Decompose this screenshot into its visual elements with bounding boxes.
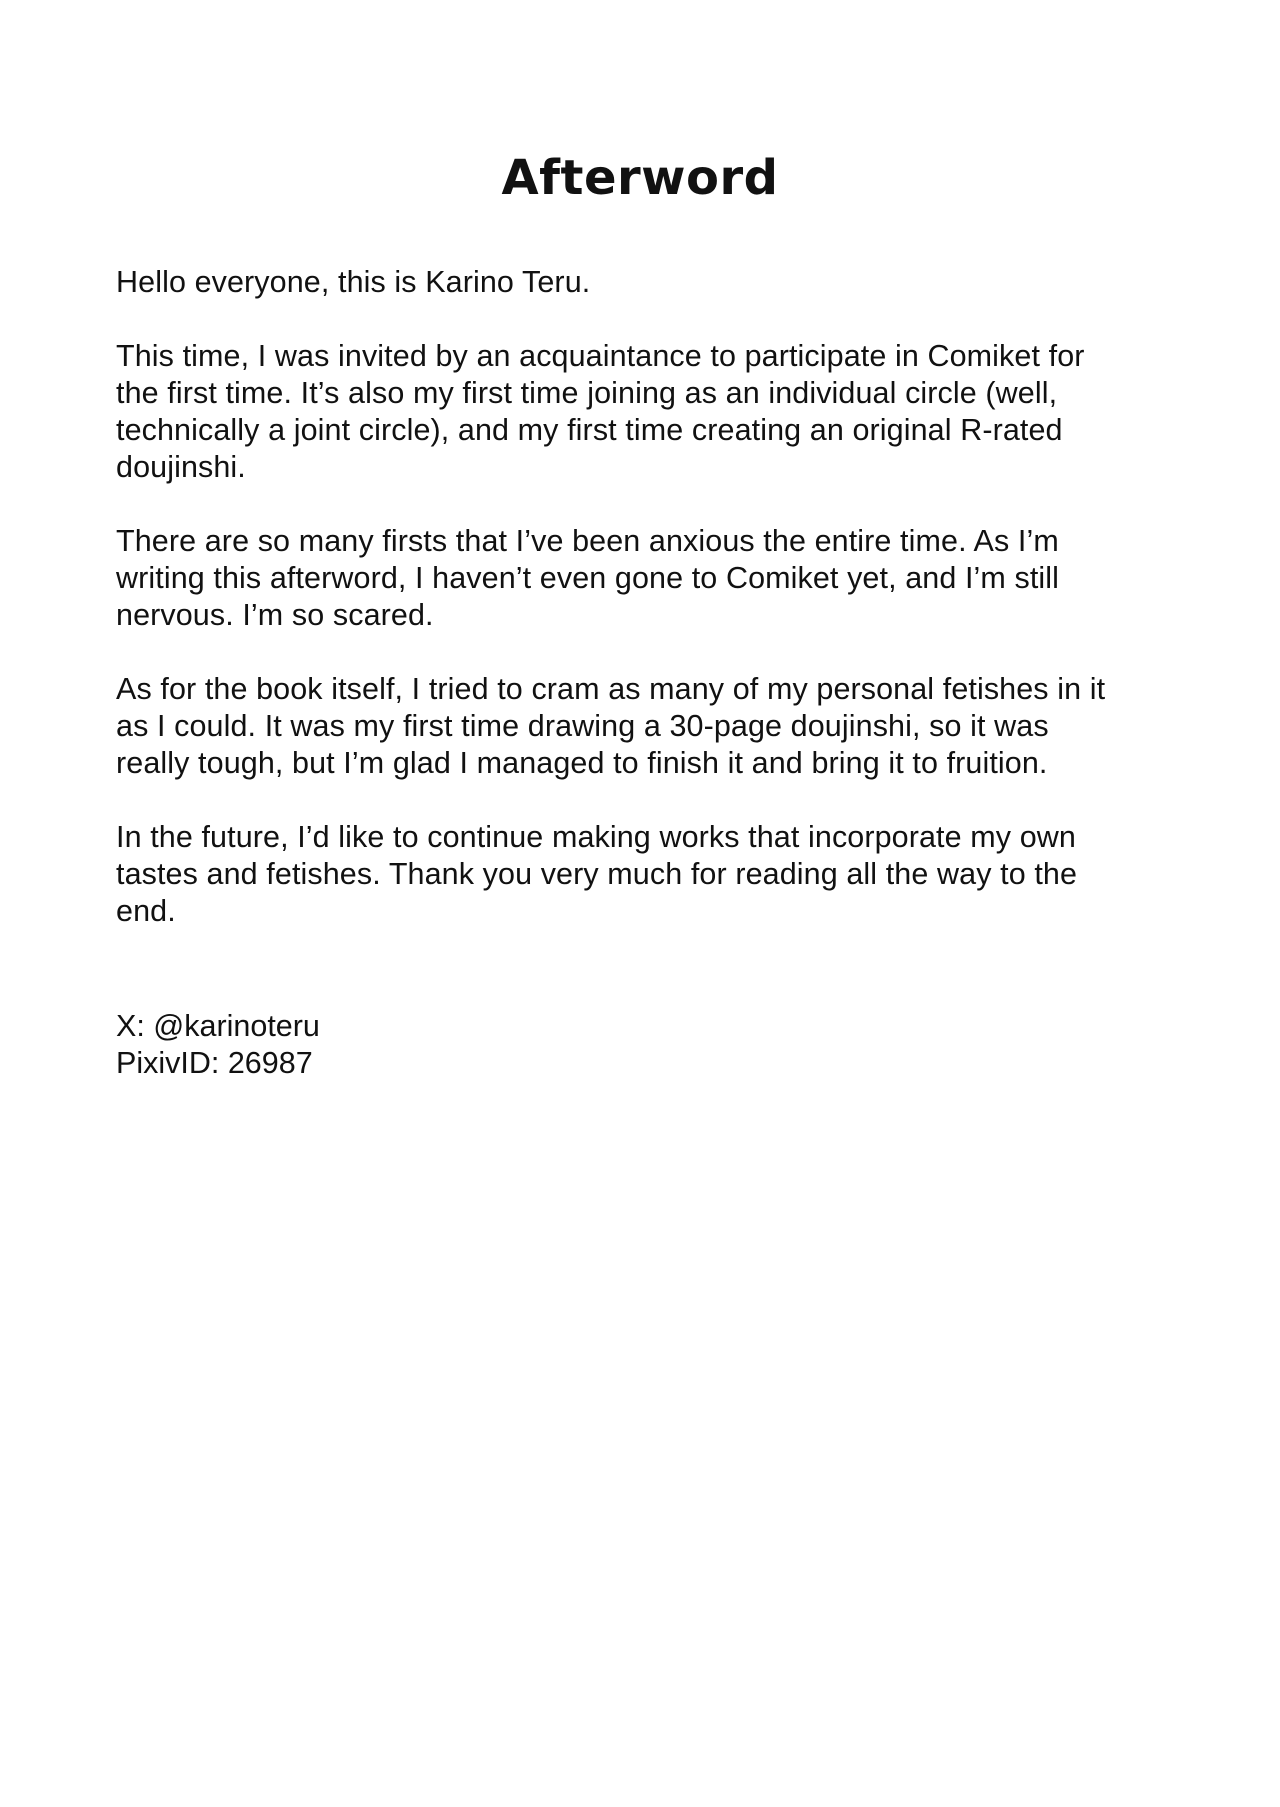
paragraph-future (116, 819, 1176, 930)
pixiv-id: PixivID: 26987 (116, 1046, 313, 1080)
paragraph-line: nervous. I’m so scared. (116, 598, 434, 632)
paragraph-line: In the future, I’d like to continue making works that incorporate my own (116, 820, 1076, 854)
afterword-body (116, 264, 1176, 967)
paragraph-greeting (116, 264, 1176, 301)
paragraph-line: end. (116, 894, 176, 928)
paragraph-line: the first time. It’s also my first time joining as an individual circle (well, (116, 376, 1058, 410)
paragraph-anxiety (116, 523, 1176, 634)
paragraph-book (116, 671, 1176, 782)
paragraph-line: technically a joint circle), and my first time creating an original R-rated (116, 413, 1063, 447)
paragraph-line: As for the book itself, I tried to cram as many of my personal fetishes in it (116, 672, 1106, 706)
paragraph-line: writing this afterword, I haven’t even gone to Comiket yet, and I’m still (116, 561, 1060, 595)
paragraph-line: There are so many firsts that I’ve been anxious the entire time. As I’m (116, 524, 1059, 558)
paragraph-line: This time, I was invited by an acquaintance to participate in Comiket for (116, 339, 1085, 373)
x-handle: X: @karinoteru (116, 1009, 320, 1043)
paragraph-line: really tough, but I’m glad I managed to finish it and bring it to fruition. (116, 746, 1048, 780)
paragraph-line: doujinshi. (116, 450, 246, 484)
author-contacts (116, 1008, 716, 1082)
paragraph-line: as I could. It was my first time drawing a 30-page doujinshi, so it was (116, 709, 1049, 743)
paragraph-first-comiket (116, 338, 1176, 486)
paragraph-line: Hello everyone, this is Karino Teru. (116, 265, 591, 299)
paragraph-line: tastes and fetishes. Thank you very much for reading all the way to the (116, 857, 1078, 891)
page-title: Afterword (501, 150, 779, 206)
